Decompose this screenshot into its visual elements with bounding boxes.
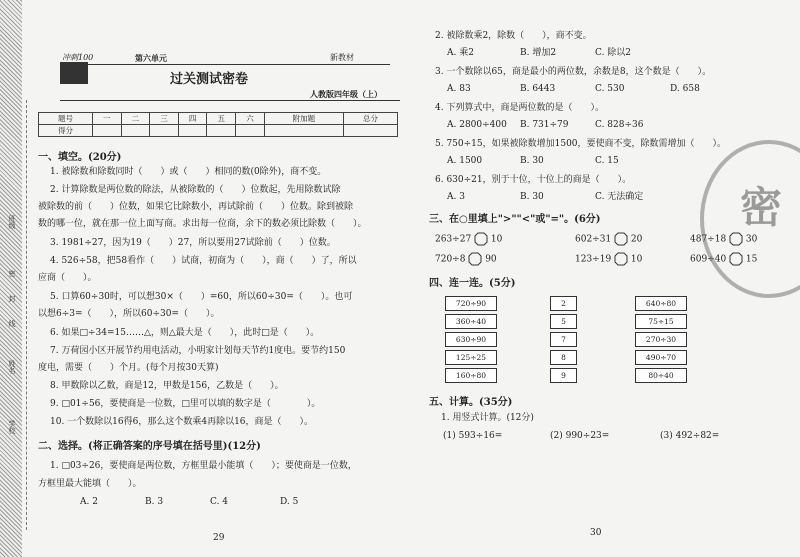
octagon-blank-icon[interactable] (474, 232, 488, 246)
choice-option: D. 658 (670, 84, 700, 94)
left-page (30, 0, 405, 557)
binding-label-feng: 封 (8, 295, 16, 302)
compare-right: 30 (745, 234, 758, 245)
fill-q4-line2: 应商（ ）。 (38, 273, 97, 283)
fill-q10: 10. 一个数除以16得6，那么这个数乘4再除以16，商是（ ）。 (50, 417, 314, 427)
match-left-box[interactable]: 360÷40 (445, 314, 497, 329)
compare-right: 15 (745, 254, 758, 265)
fill-q1: 1. 被除数和除数同时（ ）或（ ）相同的数(0除外)，商不变。 (50, 167, 327, 177)
binding-label-school: 学校 (8, 420, 16, 434)
edition-label: 新教材 (330, 53, 354, 62)
section-match-heading: 四、连一连。(5分) (429, 278, 516, 289)
header-rule (60, 64, 390, 65)
table-cell: 四 (178, 113, 207, 125)
binding-label-xian: 线 (8, 320, 16, 327)
score-cell[interactable] (92, 125, 121, 137)
choice-option: B. 6443 (520, 84, 556, 94)
fill-q4-line1: 4. 526÷58，把58看作（ ）试商，初商为（ ），商（ ）了，所以 (50, 256, 357, 266)
unit-label: 第六单元 (135, 53, 167, 63)
calc-item: (1) 593÷16= (443, 431, 503, 441)
choice-option: A. 乘2 (447, 48, 474, 58)
match-right-box[interactable]: 75÷15 (635, 314, 687, 329)
match-left-box[interactable]: 125÷25 (445, 350, 497, 365)
calc-item: (2) 990÷23= (550, 431, 610, 441)
binding-label-name: 姓名 (8, 360, 16, 374)
choice-option: B. 30 (520, 192, 544, 202)
fill-q7-line2: 度电，需要（ ）个月。(每个月按30天算) (38, 363, 219, 373)
binding-label-mi: 密 (8, 270, 16, 277)
match-mid-box[interactable]: 8 (550, 350, 577, 365)
compare-left: 123÷19 (575, 254, 612, 265)
section-fill-heading: 一、填空。(20分) (38, 152, 122, 163)
binding-strip (0, 0, 22, 557)
score-cell[interactable] (236, 125, 265, 137)
table-cell: 得分 (39, 125, 93, 137)
choice-option: A. 1500 (447, 156, 483, 166)
grade-label: 人教版四年级（上） (310, 89, 382, 99)
compare-right: 90 (485, 254, 497, 265)
calc-item: (3) 492÷82= (660, 431, 720, 441)
match-right-box[interactable]: 640÷80 (635, 296, 687, 311)
choice-option: C. 4 (210, 497, 229, 507)
compare-left: 263÷27 (435, 234, 472, 245)
fill-q6: 6. 如果□÷34=15……△，则△最大是（ ），此时□是（ ）。 (50, 328, 320, 338)
choice-option: D. 5 (280, 497, 299, 507)
score-cell[interactable] (207, 125, 236, 137)
choice-option: A. 83 (447, 84, 471, 94)
table-cell: 总分 (343, 113, 397, 125)
seal-stamp-text: 密 (740, 183, 783, 232)
page-title: 过关测试密卷 (170, 72, 249, 87)
choice-option: C. 828÷36 (595, 120, 644, 130)
match-mid-box[interactable]: 7 (550, 332, 577, 347)
calc-subheading: 1. 用竖式计算。(12分) (441, 413, 534, 423)
table-cell: 一 (92, 113, 121, 125)
choice-option: C. 无法确定 (595, 192, 644, 202)
octagon-blank-icon[interactable] (614, 232, 628, 246)
match-right-box[interactable]: 80÷40 (635, 368, 687, 383)
section-compare-heading: 三、在○里填上">""<"或"="。(6分) (429, 214, 601, 225)
choice-option: C. 除以2 (595, 48, 632, 58)
compare-right: 20 (630, 234, 643, 245)
choice-option: B. 30 (520, 156, 544, 166)
fill-q9: 9. □01÷56，要使商是一位数，□里可以填的数字是（ ）。 (50, 399, 321, 409)
table-cell: 三 (150, 113, 179, 125)
match-left-box[interactable]: 160÷80 (445, 368, 497, 383)
page-number: 30 (590, 528, 602, 538)
score-table (38, 112, 398, 137)
seal-line (26, 100, 28, 530)
page-number: 29 (213, 533, 225, 543)
choice-q6: 6. 630÷21，别于十位，十位上的商是（ ）。 (435, 175, 632, 185)
score-cell[interactable] (150, 125, 179, 137)
octagon-blank-icon[interactable] (468, 252, 482, 266)
section-calc-heading: 五、计算。(35分) (429, 397, 513, 408)
compare-right: 10 (490, 234, 503, 245)
choice-option: A. 2800÷400 (447, 120, 507, 130)
table-cell: 二 (121, 113, 150, 125)
fill-q2-line2: 被除数的前（ ）位数，如果它比除数小，再试除前（ ）位数。除到被除 (38, 202, 354, 212)
table-row (39, 125, 398, 137)
match-mid-box[interactable]: 9 (550, 368, 577, 383)
score-cell[interactable] (178, 125, 207, 137)
brand-label: 冲刺100 (62, 53, 94, 62)
choice-option: B. 增加2 (520, 48, 557, 58)
match-right-box[interactable]: 270÷30 (635, 332, 687, 347)
table-row (39, 113, 398, 125)
match-left-box[interactable]: 720÷90 (445, 296, 497, 311)
fill-q5-line2: 以想6÷3=（ ），所以60÷30=（ ）。 (38, 309, 220, 319)
match-mid-box[interactable]: 5 (550, 314, 577, 329)
compare-left: 602÷31 (575, 234, 612, 245)
table-cell: 六 (236, 113, 265, 125)
choice-option: A. 2 (80, 497, 98, 507)
match-mid-box[interactable]: 2 (550, 296, 577, 311)
table-cell: 五 (207, 113, 236, 125)
compare-item (575, 232, 642, 246)
fill-q2-line3: 数的哪一位，就在那一位上面写商。求出每一位商，余下的数必须比除数（ ）。 (38, 219, 367, 229)
header-rule-2 (60, 100, 400, 101)
section-choice-heading: 二、选择。(将正确答案的序号填在括号里)(12分) (38, 441, 261, 452)
choice-option: C. 530 (595, 84, 625, 94)
choice-q1-line1: 1. □03÷26，要使商是两位数，方框里最小能填（ ）；要使商是一位数， (50, 461, 357, 471)
choice-option: A. 3 (447, 192, 465, 202)
choice-q5: 5. 750÷15，如果被除数增加1500，要使商不变，除数需增加（ ）。 (435, 139, 727, 149)
compare-left: 720÷8 (435, 254, 466, 265)
choice-q2: 2. 被除数乘2，除数（ ），商不变。 (435, 31, 592, 41)
choice-option: B. 3 (145, 497, 164, 507)
fill-q7-line1: 7. 万荷园小区开展节约用电活动，小明家计划每天节约1度电。要节约150 (50, 346, 346, 356)
choice-q1-line2: 方框里最大能填（ ）。 (38, 479, 142, 489)
choice-option: C. 15 (595, 156, 619, 166)
match-left-box[interactable]: 630÷90 (445, 332, 497, 347)
compare-item (435, 232, 502, 246)
compare-item (435, 252, 497, 266)
compare-left: 609÷40 (690, 254, 727, 265)
binding-label-class: 班级 (8, 215, 16, 229)
fill-q8: 8. 甲数除以乙数，商是12，甲数是156，乙数是（ ）。 (50, 381, 284, 391)
choice-option: B. 731÷79 (520, 120, 569, 130)
match-right-box[interactable]: 490÷70 (635, 350, 687, 365)
score-cell[interactable] (264, 125, 343, 137)
choice-q4: 4. 下列算式中，商是两位数的是（ ）。 (435, 103, 604, 113)
fill-q2-line1: 2. 计算除数是两位数的除法，从被除数的（ ）位数起，先用除数试除 (50, 185, 341, 195)
score-cell[interactable] (343, 125, 397, 137)
table-cell: 附加题 (264, 113, 343, 125)
compare-item (575, 252, 642, 266)
fill-q5-line1: 5. 口算60÷30时，可以想30×（ ）=60，所以60÷30=（ ）。也可 (50, 292, 353, 302)
title-bar-block (60, 62, 88, 84)
compare-left: 487÷18 (690, 234, 727, 245)
fill-q3: 3. 1981÷27，因为19（ ）27，所以要用27试除前（ ）位数。 (50, 238, 336, 248)
score-cell[interactable] (121, 125, 150, 137)
octagon-blank-icon[interactable] (614, 252, 628, 266)
choice-q3: 3. 一个数除以65，商是最小的两位数，余数是8，这个数是（ ）。 (435, 67, 712, 77)
compare-right: 10 (630, 254, 643, 265)
table-cell: 题号 (39, 113, 93, 125)
